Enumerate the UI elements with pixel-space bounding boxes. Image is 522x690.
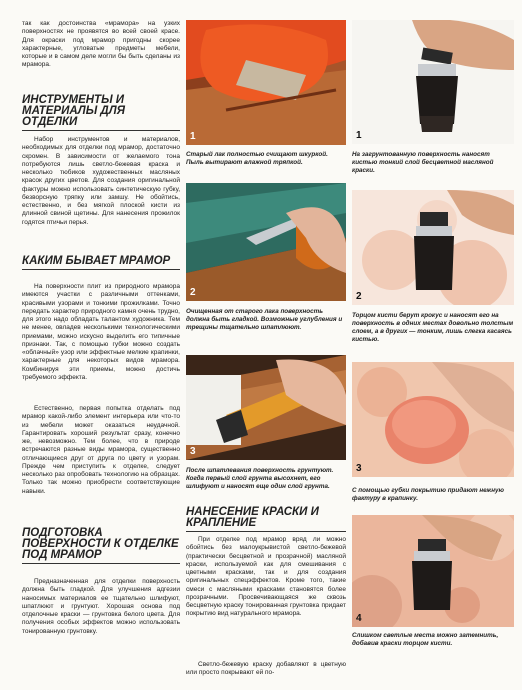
photo-crocus [352,190,514,305]
photo-number: 2 [356,291,362,302]
photo-number: 3 [190,446,196,457]
photo-brush-coat [352,20,514,144]
photo-primer [186,355,346,460]
photo-sponge [352,362,514,477]
photo-number: 1 [190,131,196,142]
photo-number: 2 [190,287,196,298]
heading-marble-types: КАКИМ БЫВАЕТ МРАМОР [22,256,180,270]
photo-darken [352,515,514,627]
caption-brush-coat: На загрунтованную поверхность наносят кистью тонкий слой бесцветной масляной краски. [352,151,494,174]
caption-crocus: Торцом кисти берут крокус и наносят его на поверхность в одних местах довольно толстым слоем, а в других — тонким, лишь слегка касаясь кистью. [352,312,514,343]
paint-paragraph-continued: Светло-бежевую краску добавляют в цветную или просто покрывают ей по- [186,661,346,677]
heading-surface-prep: ПОДГОТОВКА ПОВЕРХНОСТИ К ОТДЕЛКЕ ПОД МРАМОР [22,528,180,564]
caption-sanding: Старый лак полностью счищают шкуркой. Пыль вытирают влажной тряпкой. [186,151,328,166]
caption-darken: Слишком светлые места можно затемнить, добавив краски торцом кисти. [352,632,499,647]
photo-putty [186,183,346,301]
tools-paragraph: Набор инструментов и материалов, необходимых для отделки под мрамор, достаточно скромен. В зависимости от желаемого тона потребуются лишь светло-бежевая краска и несколько тюбиков художественных масляных красок других цветов. Для создания оригинальной фактуры можно использовать синтетическую губку, безворсную тряпку или замшу. Не обойтись, естественно, и без мягкой плоской кисти из длинной свиной щетины. Для нанесения прожилок годятся птичьи перья. [22,136,180,226]
marble-types-paragraph: На поверхности плит из природного мрамора имеются участки с различными оттенками, красивыми узорами и тонкими прожилками. Точно передать характер природного камня очень трудно, для этого надо обладать талантом художника. Тем не менее, овладев несколькими технологическими приемами, можно искусно выделить его типичные признаки. Так, с помощью губки можно создать «облачный» узор или эффектные мелкие крапинки, характерные для некоторых видов мрамора. Комбинируя эти приемы, можно достичь требуемого эффекта. [22,283,180,381]
caption-sponge: С помощью губки покрытию придают нежную фактуру в крапинку. [352,487,504,502]
paint-paragraph: При отделке под мрамор вряд ли можно обойтись без малоукрывистой светло-бежевой (практически бесцветной и прозрачной) масляной краски, используемой как для смешивания с цветными красками, так и для создания оригинальных спецэффектов. Кроме того, такие смеси с масляными красками становятся более прозрачными. Просвечивающаяся же сквозь бесцветную краску тонированная грунтовка придает покрытию вид натурального мрамора. [186,536,346,618]
heading-tools: ИНСТРУМЕНТЫ И МАТЕРИАЛЫ ДЛЯ ОТДЕЛКИ [22,95,180,131]
photo-number: 1 [356,130,362,141]
caption-primer: После шпатлевания поверхность грунтуют. Когда первый слой грунта высохнет, его шлифуют и наносят еще один слой грунта. [186,467,334,490]
surface-prep-paragraph: Предназначенная для отделки поверхность должна быть гладкой. Для улучшения адгезии наносимых материалов ее тщательно шлифуют, шпатлюют и грунтуют. Хорошая основа под отделочные краски — грунтовка белого цвета. Для получения особых эффектов можно использовать тонированную грунтовку. [22,578,180,635]
caption-putty: Очищенная от старого лака поверхность должна быть гладкой. Возможные углубления и трещины тщательно шпатлюют. [186,308,343,331]
photo-number: 3 [356,463,362,474]
heading-paint-application: НАНЕСЕНИЕ КРАСКИ И КРАПЛЕНИЕ [186,507,346,532]
photo-number: 4 [356,613,362,624]
intro-paragraph: так как достоинства «мрамора» на узких поверхностях не проявятся во всей своей красе. Для окраски под мрамор пригодны скорее характерные, угловатые предметы мебели, которые и в самом деле могли бы быть сделаны из мрамора. [22,20,180,69]
marble-attempt-paragraph: Естественно, первая попытка отделать под мрамор какой-либо элемент интерьера или что-то из мебели может оказаться неудачной. Гарантировать хороший результат сразу, конечно же, невозможно. Тем более, что в природе встречаются разные виды мрамора, существенно отличающиеся друг от друга по цвету и узорам. Прежде чем приступить к отделке, следует несколько раз опробовать технологию на образцах. Только так можно приобрести соответствующие навыки. [22,405,180,495]
photo-sanding [186,20,346,145]
